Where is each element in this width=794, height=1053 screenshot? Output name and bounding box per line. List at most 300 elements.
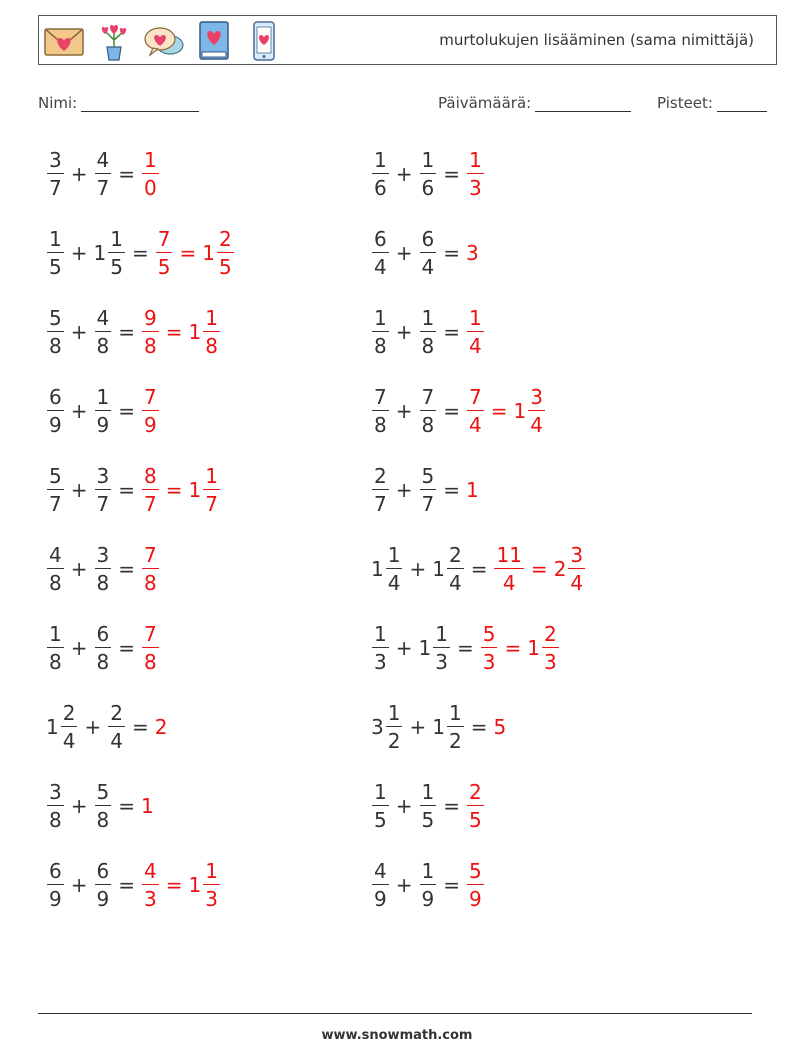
denominator: 7 [374,492,387,516]
addend-1 [46,466,65,514]
fraction [203,308,220,356]
denominator: 8 [49,334,62,358]
denominator: 8 [421,334,435,358]
numerator: 1 [110,227,123,251]
fraction [95,150,112,198]
fraction [372,229,389,277]
fraction [433,624,450,672]
numerator: 1 [144,148,157,172]
answer-value [493,715,507,739]
answer-value [141,150,160,198]
addend-2 [419,861,438,909]
equals-sign: = [118,636,135,660]
equals-sign: = [443,478,460,502]
denominator: 4 [469,334,482,358]
answer-value [141,466,160,514]
fraction [156,229,173,277]
numerator: 2 [62,701,76,725]
denominator: 0 [144,176,157,200]
whole-number: 1 [527,636,540,660]
fraction [372,466,389,514]
denominator: 3 [482,650,496,674]
problem-15 [46,692,168,762]
equals-sign: = [118,794,135,818]
denominator: 4 [421,255,435,279]
numerator: 4 [144,859,157,883]
answer [141,624,160,672]
equals-sign: = [118,873,135,897]
answer-value [466,478,480,502]
denominator: 8 [96,334,110,358]
answer [141,150,160,198]
whole-number: 1 [46,715,59,739]
numerator: 1 [421,859,435,883]
denominator: 7 [421,492,435,516]
whole-number: 2 [154,715,168,739]
numerator: 6 [96,859,110,883]
whole-number: 1 [141,794,154,818]
addend-2 [419,308,438,356]
numerator: 5 [482,622,496,646]
denominator: 8 [49,650,62,674]
fraction [95,466,112,514]
addend-1 [371,229,390,277]
problem-3 [46,218,235,288]
answer-value [155,229,174,277]
fraction [217,229,234,277]
plus-sign: + [70,399,88,423]
fraction [142,466,159,514]
addend-1 [46,387,65,435]
problem-11 [46,534,160,604]
whole-number: 1 [93,241,107,265]
fraction [142,624,159,672]
fraction [494,545,523,593]
answer-value [155,715,169,739]
problem-20 [371,850,485,920]
footer-site: www.snowmath.com [321,1028,473,1043]
addend-2 [94,229,126,277]
fraction [95,545,112,593]
equals-sign: = [118,557,135,581]
whole-number: 3 [466,241,479,265]
whole-number: 1 [188,873,202,897]
addend-1 [46,308,65,356]
numerator: 6 [49,385,62,409]
denominator: 7 [96,492,110,516]
answer-value [514,387,546,435]
fraction [420,782,437,830]
equals-sign: = [470,557,488,581]
numerator: 1 [205,306,218,330]
problem-14 [371,613,560,683]
problem-18 [371,771,485,841]
whole-number: 1 [513,399,527,423]
fraction [420,466,437,514]
equals-sign: = [443,873,460,897]
addend-1 [371,624,390,672]
whole-number: 1 [188,320,202,344]
problem-2 [371,139,485,209]
fraction [95,861,112,909]
plus-sign: + [395,162,413,186]
problem-16 [371,692,507,762]
answer [466,241,480,265]
addend-1 [371,861,390,909]
fraction [420,229,437,277]
fraction [61,703,78,751]
addend-2 [94,308,113,356]
answer [466,478,480,502]
numerator: 1 [421,306,435,330]
plus-sign: + [395,636,413,660]
addend-2 [94,387,113,435]
numerator: 1 [374,148,387,172]
fraction [467,308,484,356]
plus-sign: + [70,557,88,581]
problem-6 [371,297,485,367]
answer-value [554,545,586,593]
answer-value [141,794,155,818]
numerator: 1 [421,148,435,172]
numerator: 3 [49,148,62,172]
fraction [47,466,64,514]
fraction [47,624,64,672]
denominator: 7 [205,492,218,516]
fraction [467,150,484,198]
fraction [447,703,464,751]
plus-sign: + [395,320,413,344]
denominator: 9 [421,887,435,911]
denominator: 4 [448,571,462,595]
whole-number: 1 [432,715,445,739]
numerator: 1 [421,780,435,804]
denominator: 6 [374,176,387,200]
fraction [372,782,389,830]
denominator: 5 [469,808,482,832]
numerator: 1 [374,622,387,646]
numerator: 5 [469,859,482,883]
numerator: 6 [374,227,387,251]
plus-sign: + [70,320,88,344]
numerator: 5 [421,464,435,488]
answer [155,229,235,277]
fraction [95,624,112,672]
problem-13 [46,613,160,683]
numerator: 1 [205,464,218,488]
whole-number: 1 [371,557,384,581]
fraction [95,782,112,830]
answer-value [202,229,234,277]
numerator: 1 [49,227,62,251]
numerator: 2 [374,464,387,488]
numerator: 3 [49,780,62,804]
fraction [372,387,389,435]
fraction [481,624,498,672]
equals-sign: = [443,241,460,265]
denominator: 3 [144,887,157,911]
addend-2 [94,466,113,514]
answer-value [141,545,160,593]
denominator: 8 [144,571,157,595]
equals-sign: = [118,478,135,502]
equals-sign: = [470,715,488,739]
denominator: 9 [374,887,387,911]
numerator: 1 [387,543,401,567]
fraction [372,150,389,198]
numerator: 3 [570,543,584,567]
numerator: 3 [96,464,110,488]
fraction [420,308,437,356]
denominator: 4 [374,255,387,279]
numerator: 1 [374,780,387,804]
fraction [467,782,484,830]
whole-number: 5 [493,715,507,739]
numerator: 9 [144,306,157,330]
whole-number: 1 [466,478,479,502]
addend-2 [94,150,113,198]
fraction [142,308,159,356]
fraction [420,861,437,909]
fraction [95,308,112,356]
numerator: 6 [421,227,435,251]
addend-2 [419,782,438,830]
answer-value [527,624,559,672]
problem-12 [371,534,586,604]
fraction [142,150,159,198]
answer-equals-sign: = [530,557,548,581]
answer-equals-sign: = [165,478,183,502]
addend-1 [371,466,390,514]
fraction [142,861,159,909]
plus-sign: + [70,478,88,502]
addend-1 [46,545,65,593]
plus-sign: + [70,636,88,660]
denominator: 8 [49,571,62,595]
equals-sign: = [443,320,460,344]
plus-sign: + [70,794,88,818]
addend-1 [46,782,65,830]
plus-sign: + [395,794,413,818]
addend-2 [419,229,438,277]
denominator: 6 [421,176,435,200]
fraction [47,782,64,830]
answer-value [466,150,485,198]
numerator: 5 [96,780,110,804]
fraction [420,150,437,198]
denominator: 5 [157,255,171,279]
answer [493,545,586,593]
equals-sign: = [443,399,460,423]
denominator: 3 [205,887,218,911]
plus-sign: + [70,873,88,897]
denominator: 4 [110,729,123,753]
fraction [203,466,220,514]
numerator: 7 [374,385,387,409]
addend-2 [419,387,438,435]
denominator: 9 [144,413,157,437]
denominator: 8 [374,334,387,358]
plus-sign: + [395,478,413,502]
addend-1 [371,308,390,356]
addend-2 [94,624,113,672]
addend-1 [371,782,390,830]
addend-1 [46,150,65,198]
denominator: 7 [96,176,110,200]
equals-sign: = [443,794,460,818]
addend-2 [94,861,113,909]
equals-sign: = [118,162,135,186]
denominator: 4 [530,413,543,437]
addend-2 [94,782,113,830]
numerator: 1 [205,859,218,883]
problem-9 [46,455,221,525]
numerator: 4 [49,543,62,567]
numerator: 7 [469,385,482,409]
addend-2 [419,150,438,198]
fraction [420,387,437,435]
denominator: 8 [205,334,218,358]
denominator: 4 [387,571,401,595]
answer [141,794,155,818]
addend-1 [371,703,403,751]
numerator: 2 [469,780,482,804]
addend-2 [432,703,464,751]
equals-sign: = [443,162,460,186]
denominator: 2 [387,729,401,753]
footer-divider [38,1013,752,1014]
fraction [47,387,64,435]
answer [466,387,546,435]
denominator: 5 [374,808,387,832]
denominator: 5 [110,255,123,279]
worksheet-title: murtolukujen lisääminen (sama nimittäjä) [439,31,754,49]
numerator: 1 [96,385,110,409]
answer [466,782,485,830]
equals-sign: = [118,320,135,344]
addend-2 [107,703,126,751]
answer-equals-sign: = [179,241,197,265]
fraction [372,624,389,672]
numerator: 2 [543,622,557,646]
numerator: 2 [448,543,462,567]
answer-value [466,241,480,265]
denominator: 2 [448,729,462,753]
numerator: 4 [96,306,110,330]
denominator: 8 [421,413,435,437]
whole-number: 1 [418,636,432,660]
answer-value [189,308,221,356]
addend-1 [46,229,65,277]
numerator: 3 [530,385,543,409]
answer-value [493,545,524,593]
numerator: 7 [144,543,157,567]
equals-sign: = [118,399,135,423]
equals-sign: = [131,715,149,739]
numerator: 1 [448,701,462,725]
numerator: 2 [110,701,123,725]
denominator: 4 [570,571,584,595]
whole-number: 1 [188,478,202,502]
equals-sign: = [456,636,474,660]
fraction [203,861,220,909]
answer-equals-sign: = [490,399,508,423]
answer-value [141,308,160,356]
fraction [47,150,64,198]
whole-number: 1 [202,241,215,265]
addend-2 [419,624,451,672]
denominator: 9 [96,887,110,911]
score-label: Pisteet: [657,94,713,112]
fraction [142,387,159,435]
denominator: 7 [49,492,62,516]
answer-value [466,308,485,356]
answer [141,545,160,593]
numerator: 1 [469,306,482,330]
problem-19 [46,850,221,920]
answer [141,308,221,356]
denominator: 9 [469,887,482,911]
addend-1 [46,624,65,672]
equals-sign: = [131,241,149,265]
addend-2 [94,545,113,593]
fraction [372,308,389,356]
problem-8 [371,376,546,446]
name-label: Nimi: [38,94,78,112]
denominator: 5 [49,255,62,279]
plus-sign: + [395,241,413,265]
answer [466,861,485,909]
denominator: 3 [469,176,482,200]
problem-10 [371,455,480,525]
fraction [447,545,464,593]
problem-5 [46,297,221,367]
answer-value [466,387,485,435]
fraction [568,545,585,593]
answer [141,466,221,514]
denominator: 5 [218,255,232,279]
answer [141,387,160,435]
answer-equals-sign: = [165,873,183,897]
denominator: 7 [144,492,157,516]
numerator: 5 [49,464,62,488]
numerator: 1 [49,622,62,646]
plus-sign: + [70,162,88,186]
fraction [467,387,484,435]
addend-1 [46,703,78,751]
problem-7 [46,376,160,446]
denominator: 8 [96,808,110,832]
answer [480,624,560,672]
plus-sign: + [409,715,427,739]
denominator: 9 [49,887,62,911]
plus-sign: + [395,399,413,423]
denominator: 5 [421,808,435,832]
fraction [142,545,159,593]
numerator: 7 [421,385,435,409]
whole-number: 1 [432,557,445,581]
fraction [467,861,484,909]
numerator: 6 [96,622,110,646]
numerator: 5 [49,306,62,330]
answer-value [466,782,485,830]
fraction [542,624,559,672]
denominator: 3 [374,650,387,674]
numerator: 7 [157,227,171,251]
numerator: 1 [469,148,482,172]
fraction [47,229,64,277]
fraction [47,861,64,909]
